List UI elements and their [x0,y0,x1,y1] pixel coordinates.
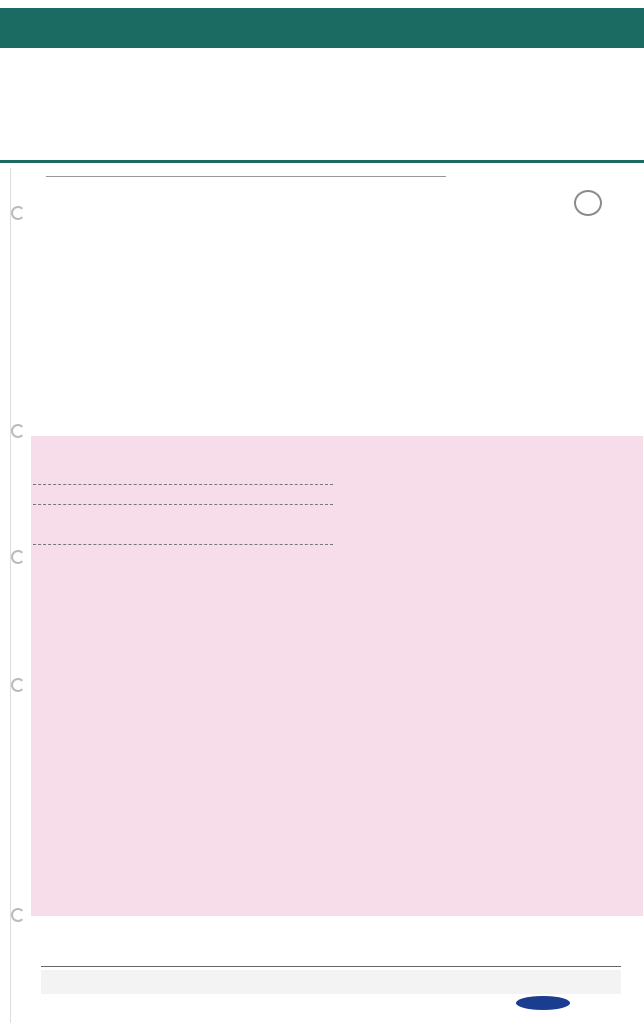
footer-bar [41,970,621,994]
header-divider [0,160,644,163]
check-icon [574,190,602,216]
samsung-logo [516,996,570,1010]
header-info [0,52,644,157]
title-rule [46,176,446,177]
footer-rule [41,966,621,967]
dashed-rule [33,544,333,545]
punch-hole-icon [11,424,25,438]
page-title [0,8,644,48]
scanned-report [10,168,642,1023]
dashed-rule [33,504,333,505]
punch-hole-icon [11,678,25,692]
result-panel [31,436,643,916]
punch-hole-icon [11,908,25,922]
punch-hole-icon [11,206,25,220]
cap-accredited-logo [516,190,611,230]
dashed-rule [33,484,333,485]
punch-hole-icon [11,550,25,564]
